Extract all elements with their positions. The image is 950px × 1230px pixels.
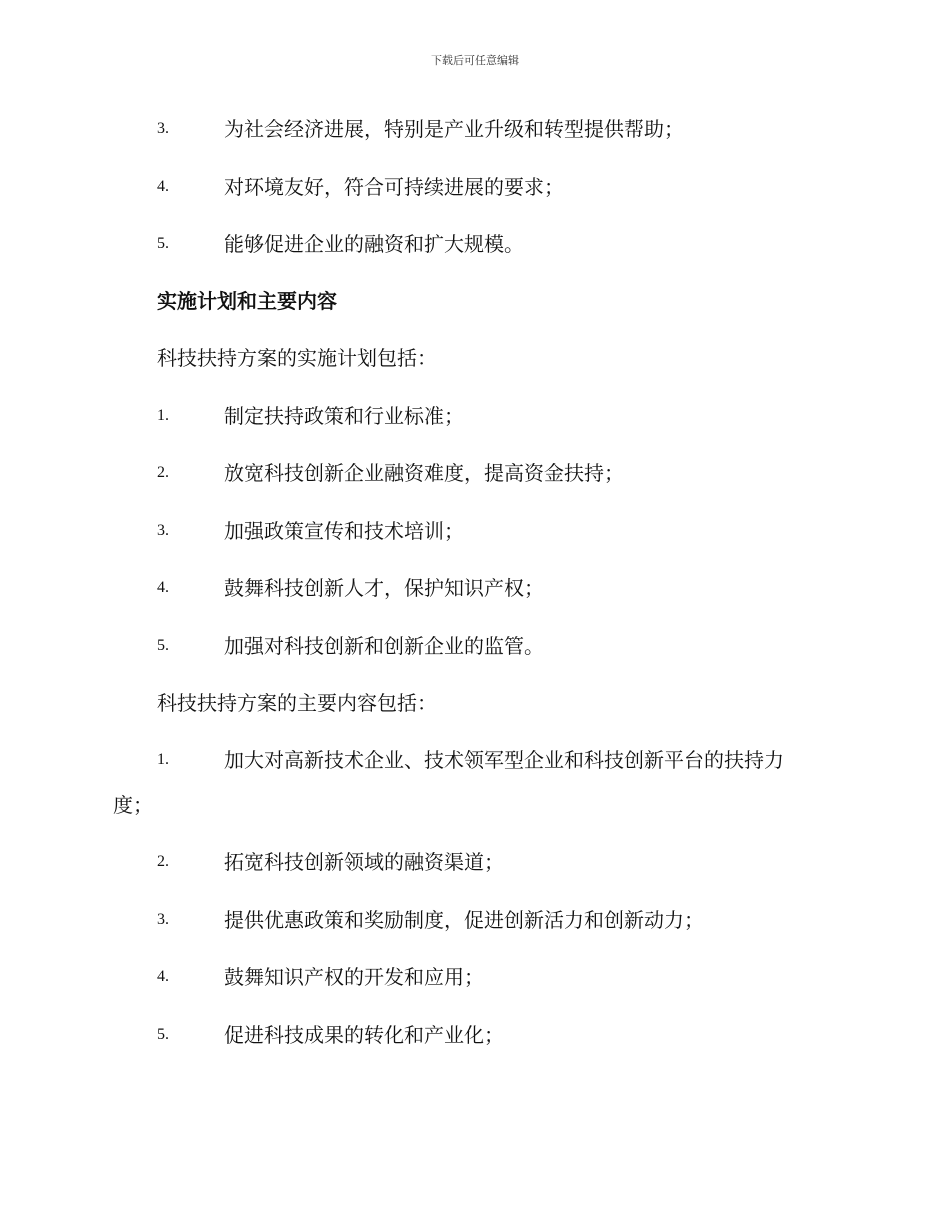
list-item-text: 为社会经济进展，特别是产业升级和转型提供帮助； [224,117,684,141]
section-heading: 实施计划和主要内容 [157,289,337,313]
list-item-text: 拓宽科技创新领域的融资渠道； [224,850,504,874]
list-item-number: 3. [157,911,169,928]
paragraph-intro-content: 科技扶持方案的主要内容包括： [157,691,437,715]
list-item-text: 鼓舞科技创新人才，保护知识产权； [224,576,544,600]
list-item-text: 对环境友好，符合可持续进展的要求； [224,175,564,199]
list-item-number: 4. [157,968,169,985]
list-item-number: 4. [157,178,169,195]
list-item-text: 能够促进企业的融资和扩大规模。 [224,232,524,256]
page-header: 下载后可任意编辑 [431,54,519,67]
list-item-text: 加强政策宣传和技术培训； [224,519,464,543]
list-item-number: 5. [157,235,169,252]
list-item-text: 制定扶持政策和行业标准； [224,404,464,428]
list-item-number: 3. [157,522,169,539]
list-item-number: 2. [157,853,169,870]
list-item-number: 1. [157,751,169,768]
paragraph-intro-plan: 科技扶持方案的实施计划包括： [157,346,437,370]
list-item-text: 加强对科技创新和创新企业的监管。 [224,634,544,658]
list-item-text: 放宽科技创新企业融资难度，提高资金扶持； [224,461,624,485]
list-item-number: 4. [157,579,169,596]
list-item-text: 加大对高新技术企业、技术领军型企业和科技创新平台的扶持力 [224,748,784,772]
list-item-number: 3. [157,120,169,137]
list-item-continuation: 度； [113,793,153,817]
list-item-number: 5. [157,637,169,654]
list-item-text: 鼓舞知识产权的开发和应用； [224,965,484,989]
list-item-text: 提供优惠政策和奖励制度，促进创新活力和创新动力； [224,908,704,932]
list-item-number: 1. [157,407,169,424]
list-item-number: 5. [157,1026,169,1043]
list-item-text: 促进科技成果的转化和产业化； [224,1023,504,1047]
list-item-number: 2. [157,464,169,481]
